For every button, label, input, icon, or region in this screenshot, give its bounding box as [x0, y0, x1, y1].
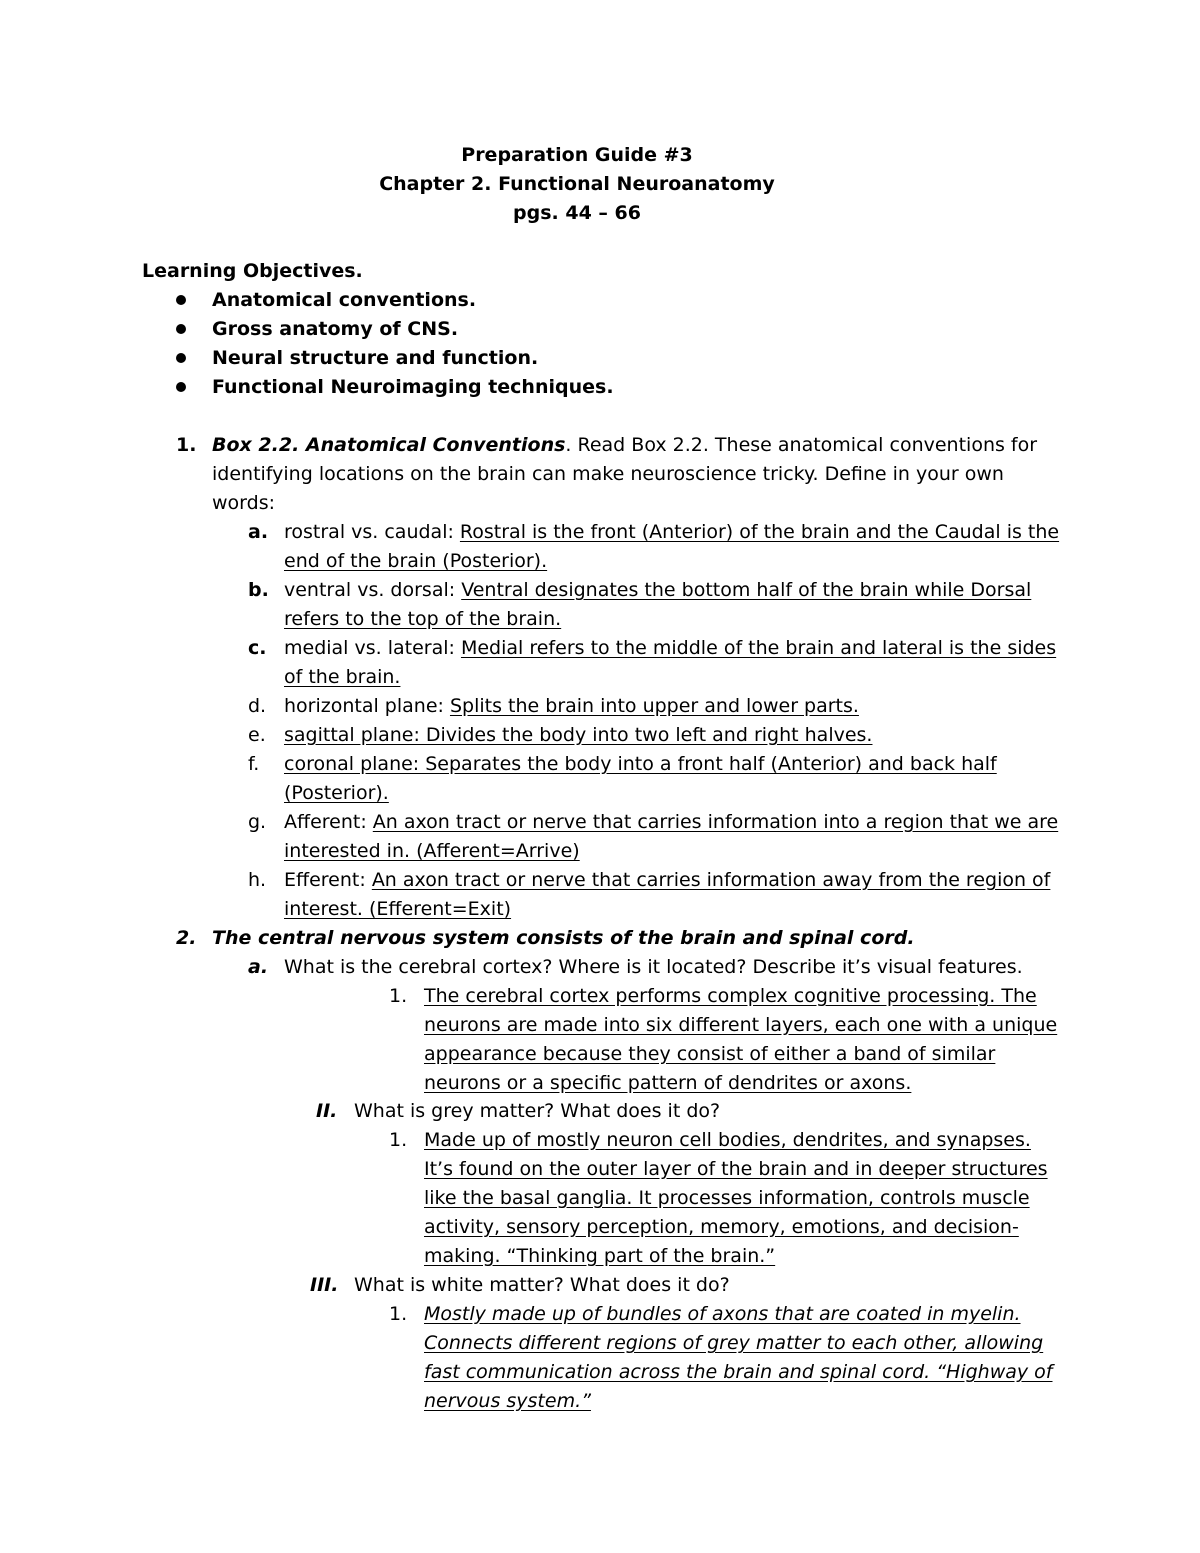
answer-line: Made up of mostly neuron cell bodies, dendrites, and synapses. — [424, 1129, 1031, 1151]
item-letter: g. — [248, 811, 267, 833]
roman-numeral: III. — [310, 1274, 339, 1296]
answer-number: 1. — [389, 1129, 408, 1151]
definition-answer: interested in. (Afferent=Arrive) — [284, 840, 580, 862]
definition-term: Afferent: — [284, 811, 373, 833]
definition-answer: refers to the top of the brain. — [284, 608, 562, 630]
answer-number: 1. — [389, 985, 408, 1007]
question-1-intro: . Read Box 2.2. These anatomical conventions for — [565, 434, 1038, 456]
objective-item: Functional Neuroimaging techniques. — [212, 376, 614, 398]
item-letter: h. — [248, 869, 267, 891]
question-1-line1 — [212, 432, 1037, 458]
definition-answer: Rostral is the front (Anterior) of the brain and the Caudal is the — [459, 521, 1060, 543]
definition-answer: of the brain. — [284, 666, 401, 688]
question-1-line3: words: — [212, 492, 276, 514]
objective-item: Gross anatomy of CNS. — [212, 318, 459, 340]
bullet-icon — [176, 353, 186, 363]
item-letter: e. — [248, 724, 266, 746]
answer-line: The cerebral cortex performs complex cognitive processing. The — [424, 985, 1037, 1007]
answer-number: 1. — [389, 1303, 408, 1325]
definition-answer: Ventral designates the bottom half of the brain while Dorsal — [461, 579, 1032, 601]
answer-line: Connects different regions of grey matter to each other, allowing — [424, 1332, 1044, 1354]
definition-answer: Medial refers to the middle of the brain and lateral is the sides — [460, 637, 1057, 659]
definition-answer: Splits the brain into upper and lower parts. — [449, 695, 859, 717]
definition-item — [284, 519, 1059, 545]
sub-question: What is grey matter? What does it do? — [354, 1100, 721, 1122]
definition-term: medial vs. lateral: — [284, 637, 461, 659]
bullet-icon — [176, 295, 186, 305]
answer-line: activity, sensory perception, memory, emotions, and decision- — [424, 1216, 1019, 1238]
sub-question: What is white matter? What does it do? — [354, 1274, 730, 1296]
question-1-title: Box 2.2. Anatomical Conventions — [212, 434, 566, 456]
definition-term: horizontal plane: — [284, 695, 450, 717]
definition-term: rostral vs. caudal: — [284, 521, 460, 543]
answer-line: fast communication across the brain and spinal cord. “Highway of — [424, 1361, 1053, 1383]
question-1-line2: identifying locations on the brain can make neuroscience tricky. Define in your own — [212, 463, 1004, 485]
definition-answer: An axon tract or nerve that carries information away from the region of — [371, 869, 1051, 891]
definition-answer: end of the brain (Posterior). — [284, 550, 548, 572]
objective-item: Anatomical conventions. — [212, 289, 477, 311]
objective-item: Neural structure and function. — [212, 347, 539, 369]
question-number: 1. — [176, 434, 197, 456]
definition-item — [284, 635, 1056, 661]
definition-item — [284, 809, 1058, 835]
answer-line: neurons are made into six different layers, each one with a unique — [424, 1014, 1058, 1036]
roman-numeral: II. — [316, 1100, 338, 1122]
answer-line: neurons or a specific pattern of dendrites or axons. — [424, 1072, 912, 1094]
answer-line: making. “Thinking part of the brain.” — [424, 1245, 776, 1267]
item-letter: d. — [248, 695, 267, 717]
definition-answer: coronal plane: Separates the body into a front half (Anterior) and back half — [284, 753, 997, 775]
objectives-heading: Learning Objectives. — [142, 260, 363, 282]
definition-answer: An axon tract or nerve that carries information into a region that we are — [372, 811, 1059, 833]
chapter-title: Chapter 2. Functional Neuroanatomy — [379, 173, 775, 195]
definition-item — [284, 867, 1050, 893]
question-number: 2. — [176, 927, 197, 949]
item-letter: b. — [248, 579, 269, 601]
item-letter: a. — [248, 956, 269, 978]
definition-item — [284, 693, 859, 719]
page-range: pgs. 44 – 66 — [513, 202, 641, 224]
definition-answer: sagittal plane: Divides the body into two left and right halves. — [284, 724, 873, 746]
bullet-icon — [176, 382, 186, 392]
page-title: Preparation Guide #3 — [461, 144, 693, 166]
definition-term: Efferent: — [284, 869, 372, 891]
sub-question: What is the cerebral cortex? Where is it located? Describe it’s visual features. — [284, 956, 1023, 978]
answer-line: It’s found on the outer layer of the brain and in deeper structures — [424, 1158, 1048, 1180]
definition-term: ventral vs. dorsal: — [284, 579, 462, 601]
definition-answer: (Posterior). — [284, 782, 389, 804]
bullet-icon — [176, 324, 186, 334]
item-letter: a. — [248, 521, 269, 543]
answer-line: like the basal ganglia. It processes information, controls muscle — [424, 1187, 1030, 1209]
answer-line: nervous system.” — [424, 1390, 591, 1412]
definition-item — [284, 577, 1031, 603]
answer-line: appearance because they consist of either a band of similar — [424, 1043, 996, 1065]
answer-line: Mostly made up of bundles of axons that are coated in myelin. — [424, 1303, 1021, 1325]
question-2-title: The central nervous system consists of the brain and spinal cord. — [212, 927, 915, 949]
definition-answer: interest. (Efferent=Exit) — [284, 898, 512, 920]
item-letter: f. — [248, 753, 260, 775]
item-letter: c. — [248, 637, 267, 659]
